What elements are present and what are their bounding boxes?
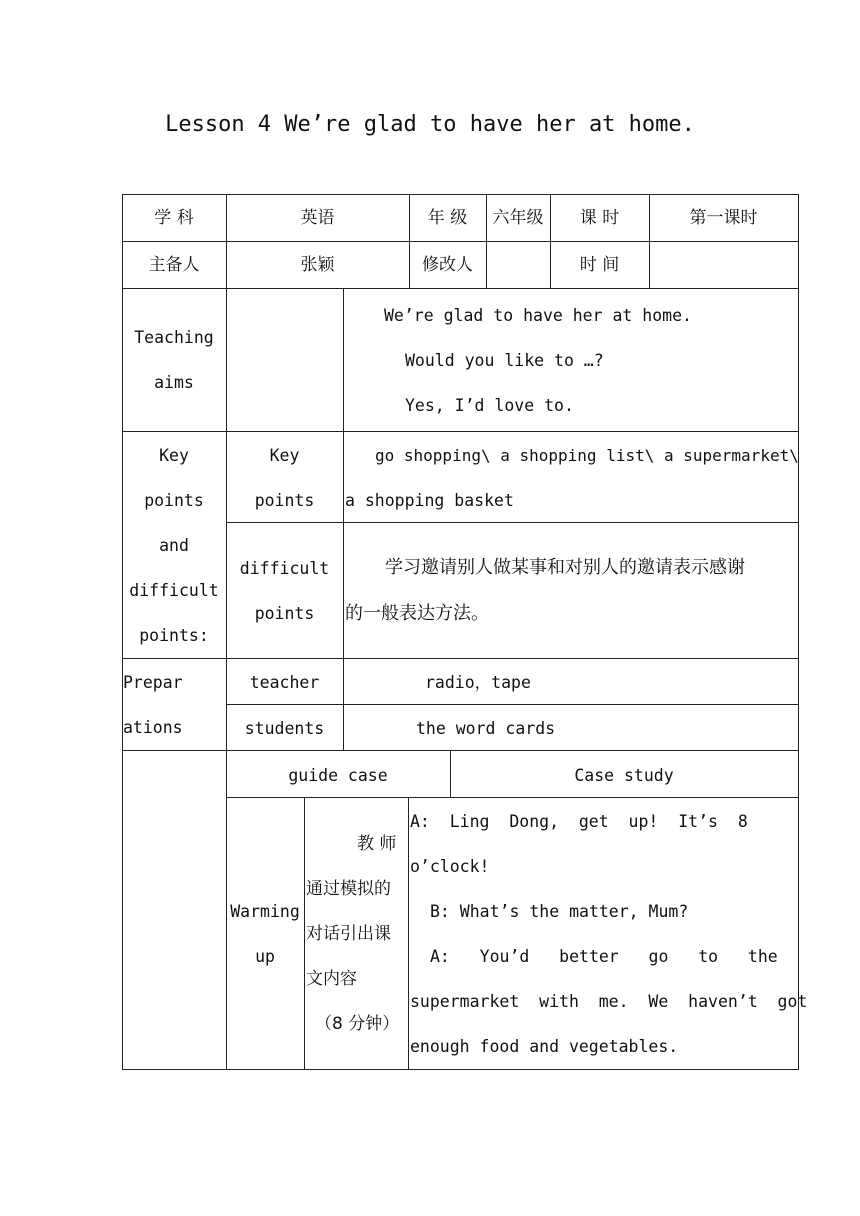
time-label: 时 间 [579,255,620,275]
grade-label: 年 级 [427,208,468,228]
kp-label-line5: points: [139,626,209,645]
grade-value: 六年级 [492,208,544,228]
key-points-label2: points [254,491,315,510]
kp-label-line2: points [144,491,204,510]
aims-line2: Would you like to …? [405,351,604,370]
dialogue-line2: o’clock! [410,857,490,876]
guide-line3: 对话引出课 [306,924,391,944]
guide-line2: 通过模拟的 [306,879,391,899]
guide-line4: 文内容 [306,969,357,989]
difficult-points-text2: 的一般表达方法。 [345,603,489,624]
dialogue-line4: A: You’d better go to the [430,947,778,966]
key-points-text1: go shopping\ a shopping list\ a supermarket\ [375,446,799,465]
dialogue-line1: A: Ling Dong, get up! It’s 8 [410,812,748,831]
preparer-value: 张颖 [300,255,335,275]
aims-label-line2: aims [154,373,194,392]
guide-line5: （8 分钟） [315,1014,400,1034]
prep-students-label: students [244,719,325,738]
preparer-label: 主备人 [148,255,200,275]
dialogue-line3: B: What’s the matter, Mum? [430,902,689,921]
guide-case-header: guide case [288,766,388,785]
prep-teacher-value: radio，tape [425,673,531,692]
case-study-header: Case study [574,766,674,785]
key-points-text2: a shopping basket [345,491,514,510]
kp-label-line4: difficult [129,581,219,600]
difficult-points-label2: points [254,604,315,623]
prep-label-line2: ations [123,718,183,737]
key-points-label1: Key [269,446,300,465]
difficult-points-text1: 学习邀请别人做某事和对别人的邀请表示感谢 [385,557,745,578]
reviser-label: 修改人 [422,255,473,275]
dialogue-line6: enough food and vegetables. [410,1037,679,1056]
page-title: Lesson 4 We’re glad to have her at home. [165,112,695,137]
prep-label-line1: Prepar [123,673,183,692]
aims-line1: We’re glad to have her at home. [384,306,692,325]
guide-line1: 教 师 [357,834,397,854]
step-label-line1: Warming [230,902,300,921]
aims-line3: Yes, I’d love to. [405,396,574,415]
kp-label-line1: Key [159,446,189,465]
aims-label-line1: Teaching [134,328,214,347]
prep-teacher-label: teacher [249,673,320,692]
subject-label: 学 科 [154,208,194,228]
step-label-line2: up [255,947,275,966]
kp-label-line3: and [159,536,189,555]
period-value: 第一课时 [689,208,758,228]
difficult-points-label1: difficult [239,559,330,578]
prep-students-value: the word cards [416,719,556,738]
subject-value: 英语 [300,208,335,228]
period-label: 课 时 [579,208,620,228]
dialogue-line5: supermarket with me. We haven’t got [410,992,808,1011]
